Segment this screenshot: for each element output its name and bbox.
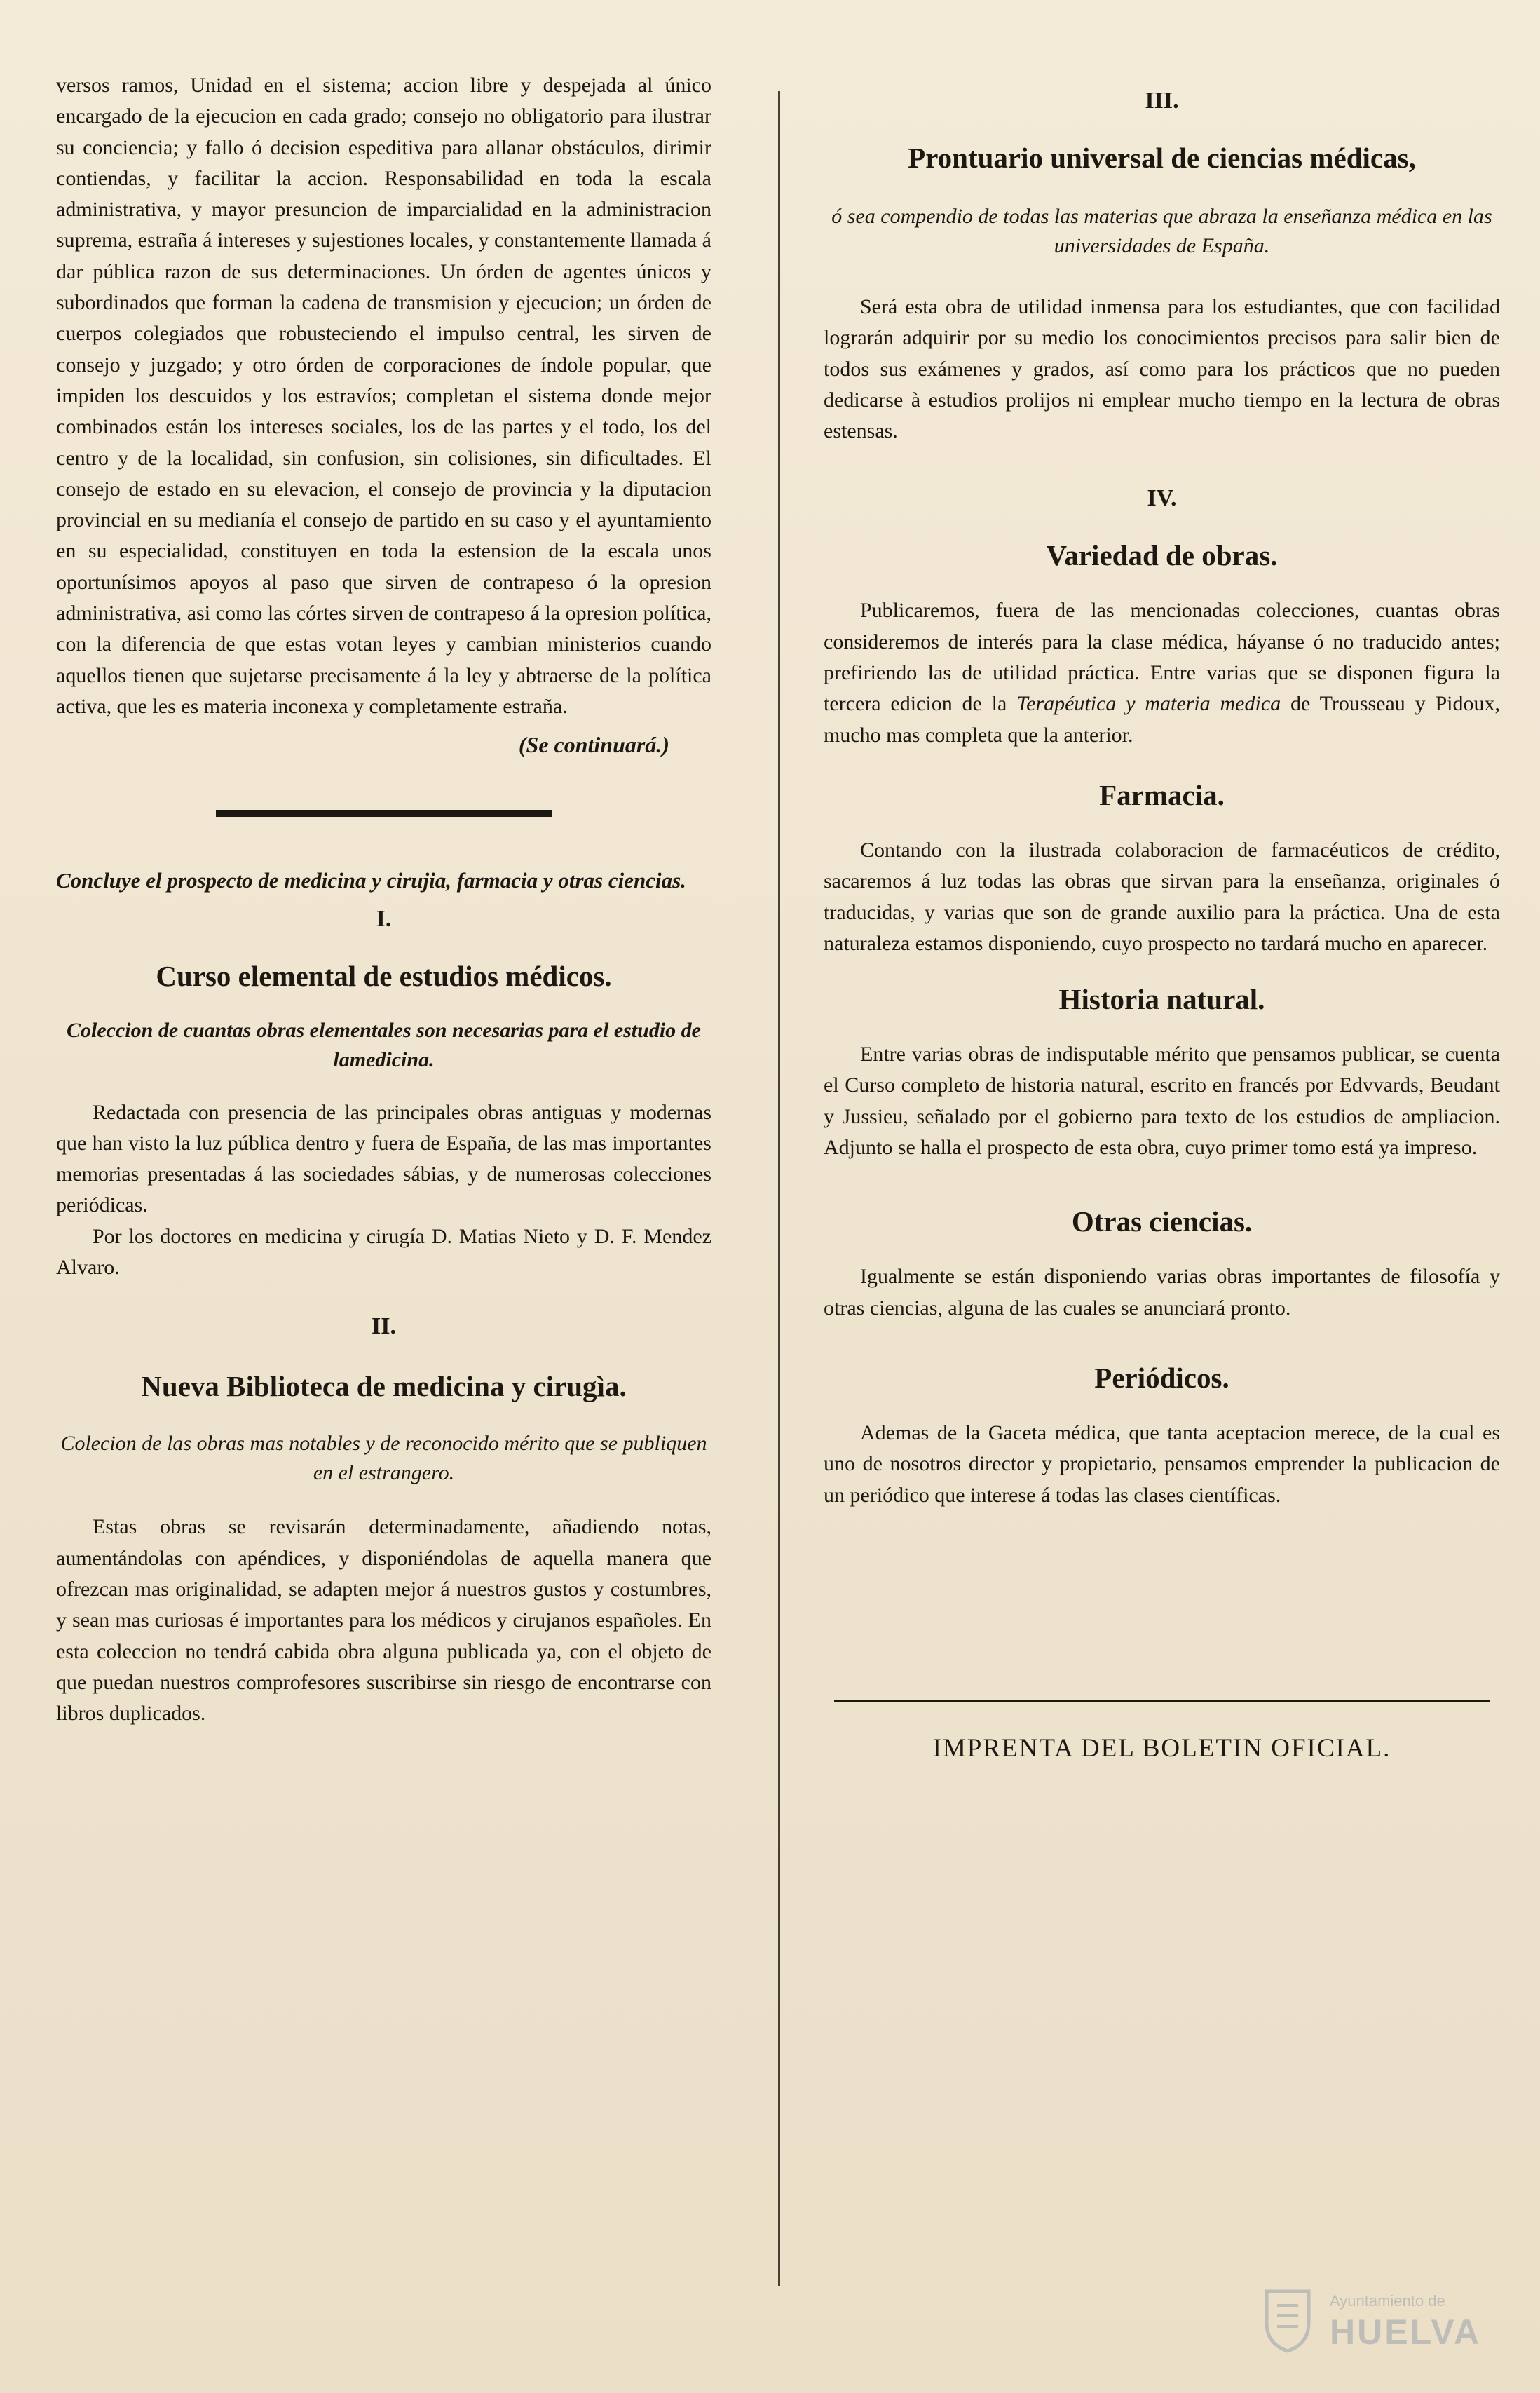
section-numeral-1: I. (376, 905, 392, 932)
farmacia-title: Farmacia. (1099, 778, 1225, 811)
section-title-4: Variedad de obras. (1046, 539, 1278, 572)
section-numeral-3: III. (1145, 88, 1179, 114)
periodicos-body: Ademas de la Gaceta médica, que tanta aceptacion merece, de la cual es uno de nosotros director y propietario, pensamos emprender la publicacion de un periódico que interese á todas las clases científicas. (824, 1421, 1500, 1507)
section-body-4-end: de Trousseau y Pidoux, mucho mas completa que la anterior. (824, 692, 1500, 747)
historia-body: Entre varias obras de indisputable mérito que pensamos publicar, se cuenta el Curso completo de historia natural, escrito en francés por Edvvards, Beudant y Jussieu, señalado por el gobierno para texto de los estudios de ampliacion. Adjunto se halla el prospecto de esta obra, cuyo primer tomo está ya impreso. (824, 1043, 1500, 1160)
section-title-3: Prontuario universal de ciencias médicas, (908, 142, 1416, 174)
section-body-1: Redactada con presencia de las principales obras antiguas y modernas que han visto la luz pública dentro y fuera de España, de las mas importantes memorias presentadas á las sociedades sábias, y de numerosas colecciones periódicas. (56, 1100, 711, 1217)
continuation-note: (Se continuará.) (518, 732, 669, 758)
section-subtitle-2: Colecion de las obras mas notables y de reconocido mérito que se publiquen en el estrangero. (60, 1432, 707, 1485)
section-divider (216, 810, 552, 817)
section-authors-1: Por los doctores en medicina y cirugía D. Matias Nieto y D. F. Mendez Alvaro. (56, 1224, 711, 1280)
historia-title: Historia natural. (1058, 983, 1265, 1016)
left-column (56, 70, 711, 1729)
footer-rule (834, 1700, 1490, 1702)
section-body-4-text: Publicaremos, fuera de las mencionadas colecciones, cuantas obras consideremos de interés para la clase médica, háyanse ó no traducido antes; prefiriendo las de utilidad práctica. Entre varias que se disponen figura la tercera edicion de la (824, 599, 1500, 716)
archive-watermark (1260, 2281, 1491, 2358)
otras-ciencias-title: Otras ciencias. (1071, 1205, 1253, 1238)
section-body-3: Será esta obra de utilidad inmensa para los estudiantes, que con facilidad lograrán adquirir por su medio los conocimientos precisos para salir bien de todos sus exámenes y grados, así como para los prácticos que no pueden dedicarse à estudios prolijos ni emplear mucho tiempo en la lectura de obras estensas. (824, 295, 1500, 443)
right-column (824, 70, 1500, 1764)
column-rule (778, 91, 780, 2286)
section-body-2: Estas obras se revisarán determinadamente, añadiendo notas, aumentándolas con apéndices, y disponiéndolas de aquella manera que ofrezcan mas originalidad, se adapten mejor á nuestros gustos y costumbres, y sean mas curiosas é importantes para los médicos y cirujanos españoles. En esta coleccion no tendrá cabida obra alguna publicada ya, con el objeto de que puedan nuestros comprofesores suscribirse sin riesgo de encontrarse con libros duplicados. (56, 1515, 711, 1726)
section-title-2: Nueva Biblioteca de medicina y cirugìa. (141, 1370, 627, 1403)
otras-ciencias-body: Igualmente se están disponiendo varias obras importantes de filosofía y otras ciencias, alguna de las cuales se anunciará pronto. (824, 1265, 1500, 1320)
section-body-4 (824, 595, 1500, 750)
article-continuation: versos ramos, Unidad en el sistema; accion libre y despejada al único encargado de la ejecucion en cada grado; consejo no obligatorio para ilustrar su conciencia; y fallo ó decision espeditiva para allanar obstáculos, dirimir contiendas, y facilitar la accion. Responsabilidad en toda la escala administrativa, y mayor presuncion de imparcialidad en la administracion suprema, estraña á intereses y sujestiones locales, y constantemente llamada á dar pública razon de sus determinaciones. Un órden de agentes únicos y subordinados que forman la cadena de transmision y ejecucion; un órden de cuerpos colegiados que robusteciendo el impulso central, les sirven de consejo y juzgado; y otro órden de corporaciones de índole popular, que impiden los descuidos y los estravíos; completan el sistema donde mejor combinados están los intereses sociales, los de las partes y el todo, los del centro y de la localidad, sin confusion, sin colisiones, sin dificultades. El consejo de estado en su elevacion, el consejo de provincia y la diputacion provincial en su medianía el consejo de partido en su caso y el ayuntamiento en su especialidad, constituyen en toda la estension de la escala unos oportunísimos apoyos al paso que sirven de contrapeso ó la opresion administrativa, asi como las córtes sirven de contrapeso á la opresion política, con la diferencia de que estas votan leyes y cambian ministerios cuando aquellos tienen que sujetarse precisamente á la ley y abtraerse de la política activa, que les es materia inconexa y completamente estraña. (56, 74, 711, 718)
blank-space (824, 1511, 1500, 1700)
periodicos-title: Periódicos. (1094, 1361, 1229, 1394)
watermark-line-2: HUELVA (1330, 2312, 1482, 2352)
section-subtitle-3: ó sea compendio de todas las materias que abraza la enseñanza médica en las universidades de España. (831, 205, 1492, 257)
section-subtitle-1: Coleccion de cuantas obras elementales son necesarias para el estudio de lamedicina. (67, 1018, 701, 1071)
farmacia-body: Contando con la ilustrada colaboracion de farmacéuticos de crédito, sacaremos á luz todas las obras que sirvan para la enseñanza, originales ó traducidas, y varias que son de grande auxilio para la práctica. Una de esta naturaleza estamos disponiendo, cuyo prospecto no tardará mucho en aparecer. (824, 838, 1500, 955)
section-numeral-2: II. (372, 1313, 396, 1340)
book-title-terapeutica: Terapéutica y materia medica (1016, 692, 1281, 716)
printer-imprint: IMPRENTA DEL BOLETIN OFICIAL. (932, 1733, 1391, 1763)
watermark-line-1: Ayuntamiento de (1330, 2292, 1445, 2310)
section-numeral-4: IV. (1147, 485, 1177, 512)
section-title-1: Curso elemental de estudios médicos. (156, 959, 612, 992)
city-crest-icon (1260, 2284, 1316, 2354)
prospecto-heading: Concluye el prospecto de medicina y cirujia, farmacia y otras ciencias. (56, 867, 686, 893)
